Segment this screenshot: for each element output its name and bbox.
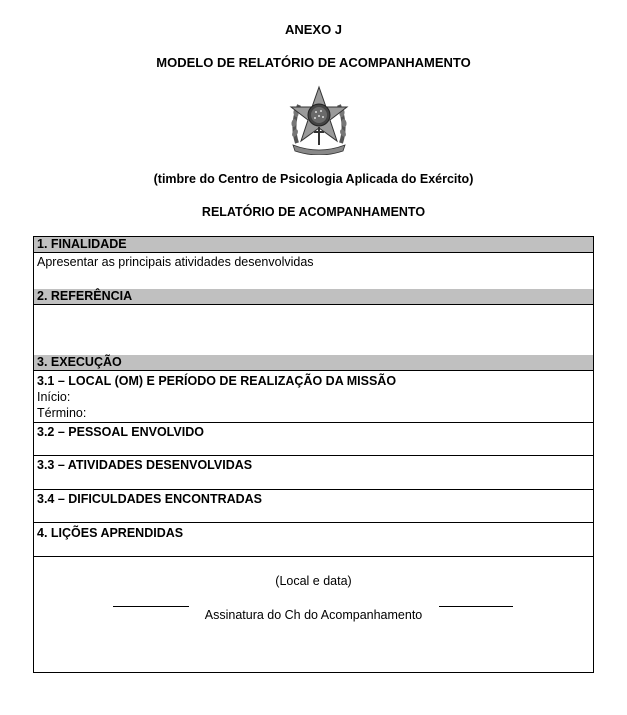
- signature-line-left: [113, 606, 189, 607]
- section-referencia-body: [34, 305, 593, 356]
- inicio-label: Início:: [37, 390, 71, 404]
- termino-label: Término:: [37, 406, 87, 420]
- signature-area: [34, 556, 593, 672]
- section-licoes: [34, 522, 593, 557]
- letterhead-note: (timbre do Centro de Psicologia Aplicada do Exército): [153, 172, 474, 186]
- subsection-pessoal: [34, 422, 593, 456]
- finalidade-text: Apresentar as principais atividades desenvolvidas: [37, 255, 314, 269]
- dificuldades-heading: 3.4 – DIFICULDADES ENCONTRADAS: [37, 492, 263, 506]
- pessoal-heading: 3.2 – PESSOAL ENVOLVIDO: [37, 425, 204, 439]
- atividades-heading: 3.3 – ATIVIDADES DESENVOLVIDAS: [37, 458, 253, 472]
- annex-label: ANEXO J: [284, 22, 343, 37]
- section-finalidade-body: [34, 253, 593, 290]
- section-execucao-heading: 3. EXECUÇÃO: [34, 355, 593, 371]
- section-finalidade-heading: 1. FINALIDADE: [34, 237, 593, 253]
- report-form: [33, 236, 594, 673]
- model-title: MODELO DE RELATÓRIO DE ACOMPANHAMENTO: [156, 55, 471, 70]
- place-date-label: (Local e data): [275, 574, 352, 588]
- signer-label: Assinatura do Ch do Acompanhamento: [204, 608, 423, 622]
- subsection-atividades: [34, 455, 593, 490]
- brazil-coat-of-arms-icon: [287, 85, 351, 155]
- signature-line-right: [439, 606, 513, 607]
- report-title: RELATÓRIO DE ACOMPANHAMENTO: [201, 205, 426, 219]
- subsection-local: [34, 371, 593, 423]
- licoes-heading: 4. LIÇÕES APRENDIDAS: [37, 526, 184, 540]
- local-heading: 3.1 – LOCAL (OM) E PERÍODO DE REALIZAÇÃO DA MISSÃO: [37, 374, 397, 388]
- subsection-dificuldades: [34, 489, 593, 523]
- section-referencia-heading: 2. REFERÊNCIA: [34, 289, 593, 305]
